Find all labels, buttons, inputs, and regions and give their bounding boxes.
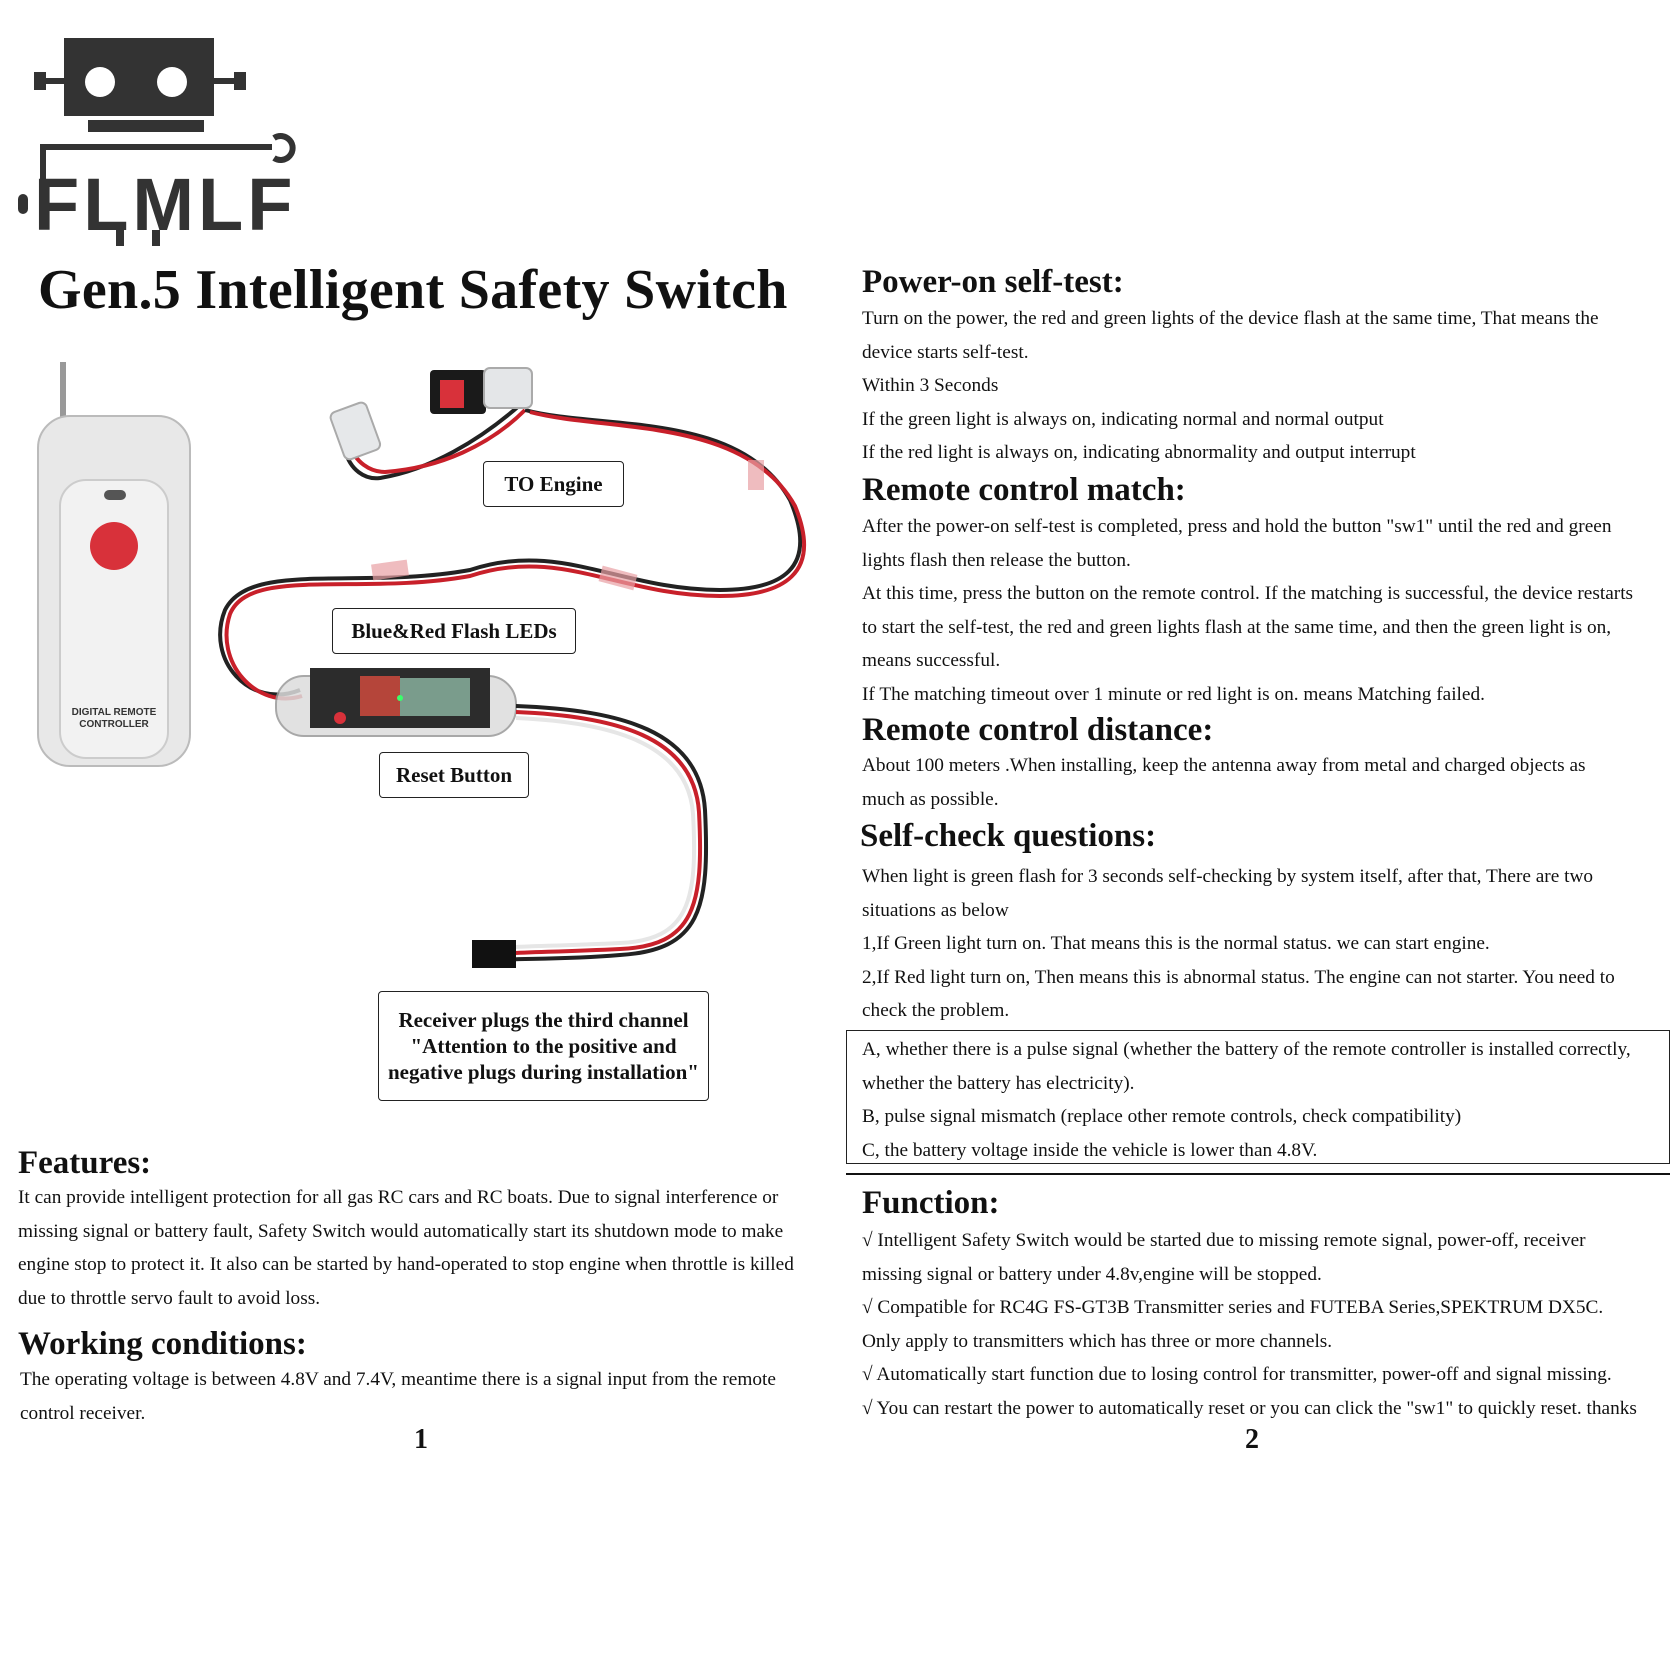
- power-on-line: Turn on the power, the red and green lights of the device flash at the same time, That means the: [862, 308, 1599, 329]
- selfcheck-heading: Self-check questions:: [860, 818, 1157, 854]
- match-line: means successful.: [862, 650, 1001, 671]
- function-line: Only apply to transmitters which has three or more channels.: [862, 1330, 1333, 1352]
- selfcheck-line: 1,If Green light turn on. That means this is the normal status. we can start engine.: [862, 933, 1490, 954]
- working-heading: Working conditions:: [18, 1326, 307, 1362]
- troubleshoot-line: B, pulse signal mismatch (replace other remote controls, check compatibility): [862, 1106, 1462, 1127]
- match-text: [862, 510, 1674, 711]
- callout-flash-leds: Blue&Red Flash LEDs: [332, 608, 576, 654]
- page-number-2: 2: [1245, 1424, 1259, 1455]
- power-on-heading: Power-on self-test:: [862, 264, 1124, 300]
- power-on-line: If the green light is always on, indicating normal and normal output: [862, 408, 1384, 430]
- callout-receiver-line1: Receiver plugs the third channel: [398, 1008, 689, 1032]
- function-heading: Function:: [862, 1185, 1000, 1221]
- antenna-icon: [60, 362, 66, 422]
- distance-text: [862, 749, 1674, 816]
- led-icon: [397, 695, 403, 701]
- controller-board: [276, 668, 516, 736]
- power-switch: [430, 368, 532, 414]
- distance-line: About 100 meters .When installing, keep the antenna away from metal and charged objects as: [862, 755, 1586, 776]
- distance-heading: Remote control distance:: [862, 712, 1214, 748]
- features-line: engine stop to protect it. It also can be started by hand-operated to stop engine when throttle is killed: [18, 1254, 794, 1275]
- function-line: √ Automatically start function due to losing control for transmitter, power-off and signal missing.: [862, 1364, 1612, 1385]
- callout-reset-button: Reset Button: [379, 752, 529, 798]
- features-heading: Features:: [18, 1145, 152, 1181]
- troubleshoot-box: [846, 1030, 1670, 1164]
- power-on-line: device starts self-test.: [862, 341, 1029, 363]
- logo-wordmark: FLMLF: [34, 163, 297, 246]
- remote-controller: [38, 362, 190, 766]
- troubleshoot-text: [862, 1033, 1672, 1167]
- callout-to-engine: TO Engine: [483, 461, 624, 507]
- features-line: due to throttle servo fault to avoid loss.: [18, 1287, 321, 1309]
- power-on-line: Within 3 Seconds: [862, 375, 999, 396]
- page-number-1: 1: [414, 1424, 428, 1455]
- features-text: [18, 1181, 828, 1315]
- match-line: to start the self-test, the red and green lights flash at the same time, and then the green light is on,: [862, 616, 1612, 638]
- receiver-plug: [472, 940, 516, 968]
- page-title: Gen.5 Intelligent Safety Switch: [38, 259, 788, 321]
- remote-button-icon: [90, 522, 138, 570]
- brand-logo: [16, 34, 326, 246]
- callout-receiver-line2: "Attention to the positive and: [410, 1034, 677, 1058]
- features-line: missing signal or battery fault, Safety Switch would automatically start its shutdown mode to make: [18, 1220, 784, 1242]
- power-on-text: [862, 302, 1674, 470]
- troubleshoot-line: whether the battery has electricity).: [862, 1072, 1135, 1094]
- selfcheck-line: situations as below: [862, 899, 1009, 921]
- match-line: lights flash then release the button.: [862, 549, 1131, 571]
- troubleshoot-line: A, whether there is a pulse signal (whether the battery of the remote controller is installed correctly,: [862, 1039, 1631, 1060]
- function-line: √ Compatible for RC4G FS-GT3B Transmitter series and FUTEBA Series,SPEKTRUM DX5C.: [862, 1297, 1604, 1318]
- callout-receiver-line3: negative plugs during installation": [388, 1060, 699, 1084]
- working-text: [20, 1363, 830, 1430]
- match-line: After the power-on self-test is completed, press and hold the button "sw1" until the red and green: [862, 516, 1612, 537]
- selfcheck-line: 2,If Red light turn on, Then means this is abnormal status. The engine can not starter. You need to: [862, 966, 1615, 988]
- wire-sleeve: [748, 460, 764, 490]
- wire-receiver-white: [500, 718, 694, 948]
- working-line: control receiver.: [20, 1402, 146, 1424]
- wire-sleeve: [599, 566, 638, 591]
- match-line: If The matching timeout over 1 minute or red light is on. means Matching failed.: [862, 683, 1485, 705]
- selfcheck-line: When light is green flash for 3 seconds self-checking by system itself, after that, There are two: [862, 866, 1594, 887]
- wire-loop-red: [227, 412, 805, 698]
- wire-receiver-red: [500, 712, 700, 954]
- callout-receiver: [378, 991, 709, 1101]
- function-line: √ You can restart the power to automatically reset or you can click the "sw1" to quickly reset. thanks: [862, 1397, 1637, 1419]
- section-divider: [846, 1173, 1670, 1175]
- function-text: [862, 1224, 1674, 1425]
- match-heading: Remote control match:: [862, 472, 1186, 508]
- troubleshoot-line: C, the battery voltage inside the vehicle is lower than 4.8V.: [862, 1139, 1318, 1161]
- working-line: The operating voltage is between 4.8V and 7.4V, meantime there is a signal input from the remote: [20, 1369, 776, 1390]
- reset-button-icon: [334, 712, 346, 724]
- remote-label-line1: DIGITAL REMOTE: [71, 707, 157, 718]
- features-line: It can provide intelligent protection for all gas RC cars and RC boats. Due to signal interference or: [18, 1187, 779, 1208]
- distance-line: much as possible.: [862, 788, 999, 810]
- remote-label-line2: CONTROLLER: [79, 719, 149, 730]
- match-line: At this time, press the button on the remote control. If the matching is successful, the device restarts: [862, 583, 1634, 604]
- selfcheck-text: [862, 860, 1674, 1028]
- function-line: √ Intelligent Safety Switch would be started due to missing remote signal, power-off, receiver: [862, 1230, 1586, 1251]
- selfcheck-line: check the problem.: [862, 1000, 1010, 1021]
- power-on-line: If the red light is always on, indicating abnormality and output interrupt: [862, 442, 1416, 463]
- function-line: missing signal or battery under 4.8v,engine will be stopped.: [862, 1263, 1322, 1285]
- engine-connector: [329, 401, 382, 461]
